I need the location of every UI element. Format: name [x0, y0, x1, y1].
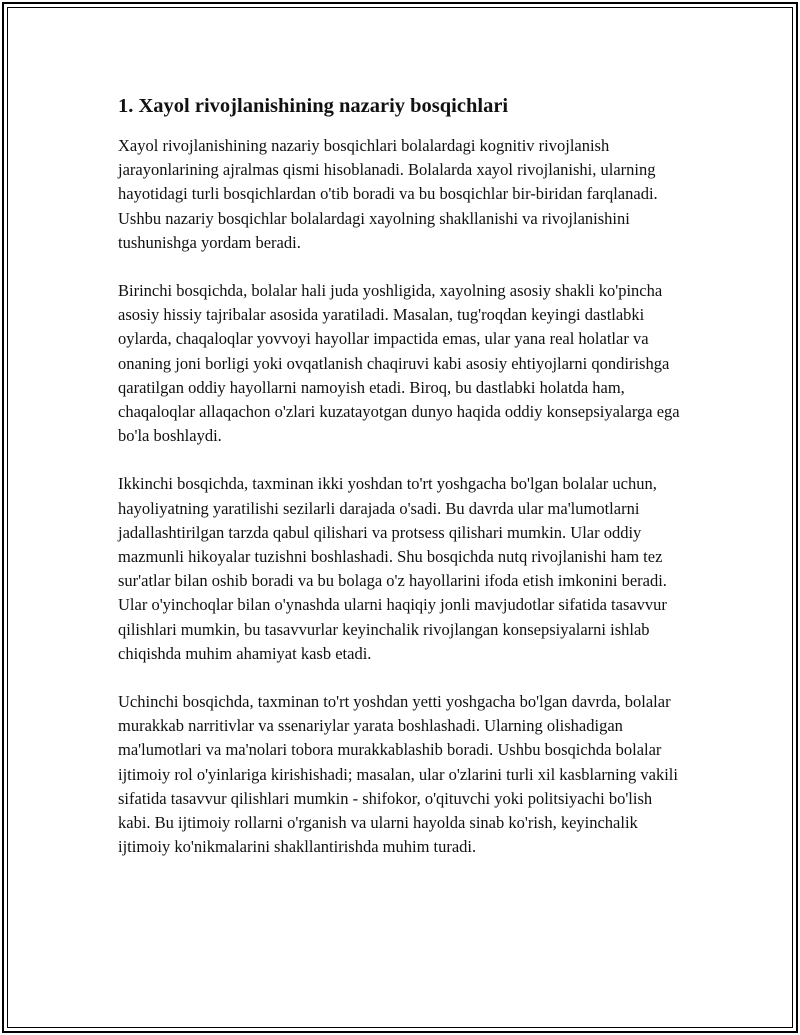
paragraph-intro: Xayol rivojlanishining nazariy bosqichlari bolalardagi kognitiv rivojlanish jarayonlarining ajralmas qismi hisoblanadi. Bolalarda xayol rivojlanishi, ularning hayotidagi turli bosqichlardan o'tib boradi va bu bosqichlar bir-biridan farqlanadi. Ushbu nazariy bosqichlar bolalardagi xayolning shakllanishi va rivojlanishini tushunishga yordam beradi. — [118, 136, 658, 252]
document-body — [118, 93, 688, 883]
paragraph-first-stage: Birinchi bosqichda, bolalar hali juda yoshligida, xayolning asosiy shakli ko'pincha asosiy hissiy tajribalar asosida yaratiladi. Masalan, tug'roqdan keyingi dastlabki oylarda, chaqaloqlar yovvoyi hayollar impactida emas, ular yana real holatlar va onaning joni borligi yoki ovqatlanish chaqiruvi kabi asosiy ehtiyojlarni qondirishga qaratilgan oddiy hayollarni namoyish etadi. Biroq, bu dastlabki holatda ham, chaqaloqlar allaqachon o'zlari kuzatayotgan dunyo haqida oddiy konsepsiyalarga ega bo'la boshlaydi. — [118, 281, 680, 446]
paragraph-second-stage: Ikkinchi bosqichda, taxminan ikki yoshdan to'rt yoshgacha bo'lgan bolalar uchun, hayoliyatning yaratilishi sezilarli darajada o'sadi. Bu davrda ular ma'lumotlarni jadallashtirilgan tarzda qabul qilishari va protsess qilishari mumkin. Ular oddiy mazmunli hikoyalar tuzishni boshlashadi. Shu bosqichda nutq rivojlanishi ham tez sur'atlar bilan oshib boradi va bu bolaga o'z hayollarini ifoda etish imkonini beradi. Ular o'yinchoqlar bilan o'ynashda ularni haqiqiy jonli mavjudotlar sifatida tasavvur qilishlari mumkin, bu tasavvurlar keyinchalik rivojlangan konsepsiyalarni ishlab chiqishda muhim ahamiyat kasb etadi. — [118, 474, 667, 663]
paragraph-third-stage: Uchinchi bosqichda, taxminan to'rt yoshdan yetti yoshgacha bo'lgan davrda, bolalar murakkab narritivlar va ssenariylar yarata boshlashadi. Ularning olishadigan ma'lumotlari va ma'nolari tobora murakkablashib boradi. Ushbu bosqichda bolalar ijtimoiy rol o'yinlariga kirishishadi; masalan, ular o'zlarini turli xil kasblarning vakili sifatida tasavvur qilishlari mumkin - shifokor, o'qituvchi yoki politsiyachi bo'lish kabi. Bu ijtimoiy rollarni o'rganish va ularni hayolda sinab ko'rish, keyinchalik ijtimoiy ko'nikmalarini shakllantirishda muhim turadi. — [118, 692, 678, 857]
section-heading: 1. Xayol rivojlanishining nazariy bosqichlari — [118, 95, 509, 117]
